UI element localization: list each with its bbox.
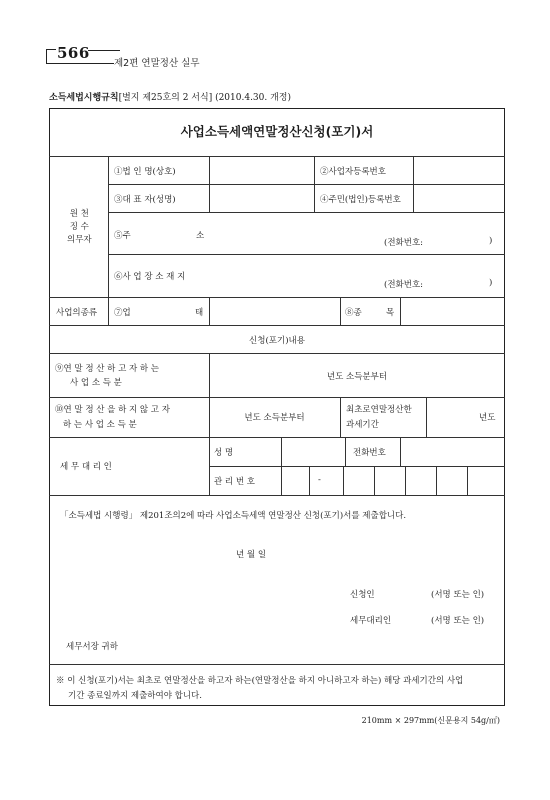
paper-size: 210mm × 297mm(신문용지 54g/㎡) <box>361 716 500 725</box>
business-type-label-b: 태 <box>195 308 204 318</box>
rule-row2 <box>108 212 505 213</box>
business-item-label-a: ⑧종 <box>345 308 362 318</box>
agent-signature-label: 세무대리인 <box>350 616 392 626</box>
applicant-signature: (서명 또는 인) <box>431 590 485 600</box>
rule-note-top <box>49 664 505 665</box>
col-label-r12 <box>209 156 210 212</box>
header-rule <box>88 50 120 51</box>
col-mgmt-2 <box>343 466 344 495</box>
apply-label-1: ⑨연 말 정 산 하 고 자 하 는 <box>55 364 160 374</box>
representative-label: ③대 표 자(성명) <box>114 195 176 205</box>
form-law: 소득세법시행규칙 <box>49 93 119 103</box>
waive-label-2: 하 는 사 업 소 득 분 <box>63 420 137 430</box>
payer-group-line: 원 천 <box>69 209 89 219</box>
col-waive-a <box>340 397 341 437</box>
rule-apply-end <box>49 397 505 398</box>
form-identifier <box>49 90 291 103</box>
rule-under-title <box>49 156 505 157</box>
form-ref: [별지 제25호의 2 서식] (2010.4.30. 개정) <box>118 93 292 103</box>
rule-biztype-end <box>49 325 505 326</box>
payer-group-label <box>67 208 92 247</box>
rule-waive-end <box>49 437 505 438</box>
page-number: 566 <box>57 44 90 62</box>
rule-agent-end <box>49 495 505 496</box>
col-mgmt-1 <box>309 466 310 495</box>
rule-agent-mid <box>209 466 505 467</box>
agent-mgmt-dash: - <box>318 475 321 485</box>
col-mgmt-3 <box>374 466 375 495</box>
site-location-label: ⑥사 업 장 소 재 지 <box>114 272 186 282</box>
col-biztype-label <box>108 297 109 325</box>
rule-row1 <box>108 184 505 185</box>
corp-name-label: ①법 인 명(상호) <box>114 167 176 177</box>
col-agent-b <box>345 437 346 466</box>
col-payer-group <box>108 156 109 297</box>
phone-close-1: ) <box>489 236 493 246</box>
waive-value: 년도 소득분부터 <box>244 413 305 423</box>
phone-label-2: (전화번호: <box>384 280 424 290</box>
col-mgmt-5 <box>436 466 437 495</box>
rule-content-end <box>49 353 505 354</box>
agent-name-label: 성 명 <box>214 448 234 458</box>
col-biztype-a <box>209 297 210 325</box>
business-item-label-b: 목 <box>386 308 395 318</box>
tax-agent-label: 세 무 대 리 인 <box>60 462 112 472</box>
business-type-label-a: ⑦업 <box>114 308 131 318</box>
addressee: 세무서장 귀하 <box>66 642 118 652</box>
payer-group-line: 징 수 <box>69 222 89 232</box>
address-label-b: 소 <box>196 231 205 241</box>
header-bracket <box>46 49 56 64</box>
col-mid-r12 <box>314 156 315 212</box>
col-mgmt-6 <box>467 466 468 495</box>
col-mgmt-4 <box>405 466 406 495</box>
payer-group-line: 의무자 <box>67 235 92 245</box>
note-line-2: 기간 종료일까지 제출하여야 합니다. <box>68 691 202 701</box>
col-agent-c <box>400 437 401 466</box>
content-header: 신청(포기)내용 <box>249 336 305 346</box>
apply-value: 년도 소득분부터 <box>326 372 388 382</box>
biz-reg-no-label: ②사업자등록번호 <box>320 167 386 177</box>
col-value-r12 <box>413 156 414 212</box>
col-biztype-b <box>340 297 341 325</box>
period-label-1: 최초로연말정산한 <box>346 405 412 415</box>
waive-label-1: ⑩연 말 정 산 을 하 지 않 고 자 <box>55 405 170 415</box>
period-value: 년도 <box>479 413 496 423</box>
header-underline <box>46 63 114 64</box>
col-agent-a <box>281 437 282 495</box>
rule-row3 <box>108 254 505 255</box>
applicant-label: 신청인 <box>350 590 375 600</box>
statement-text: 「소득세법 시행령」 제201조의2에 따라 사업소득세액 연말정산 신청(포기)서를 제출합니다. <box>60 511 407 521</box>
address-label-a: ⑤주 <box>114 231 131 241</box>
rule-payer-end <box>49 297 505 298</box>
note-line-1: ※ 이 신청(포기)서는 최초로 연말정산을 하고자 하는(연말정산을 하지 아니하고자 하는) 해당 과세기간의 사업 <box>56 676 464 686</box>
col-biztype-c <box>400 297 401 325</box>
resident-reg-no-label: ④주민(법인)등록번호 <box>320 195 401 205</box>
agent-phone-label: 전화번호 <box>353 448 386 458</box>
agent-signature: (서명 또는 인) <box>431 616 485 626</box>
business-kind-label: 사업의종류 <box>56 308 98 318</box>
apply-label-2: 사 업 소 득 분 <box>70 378 122 388</box>
form-title: 사업소득세액연말정산신청(포기)서 <box>180 124 374 139</box>
phone-close-2: ) <box>489 278 493 288</box>
phone-label-1: (전화번호: <box>384 238 424 248</box>
col-waive-b <box>426 397 427 437</box>
agent-mgmt-no-label: 관 리 번 호 <box>214 477 255 487</box>
period-label-2: 과세기간 <box>346 420 379 430</box>
section-title: 제2편 연말정산 실무 <box>114 58 200 69</box>
date-line: 년 월 일 <box>236 550 267 560</box>
